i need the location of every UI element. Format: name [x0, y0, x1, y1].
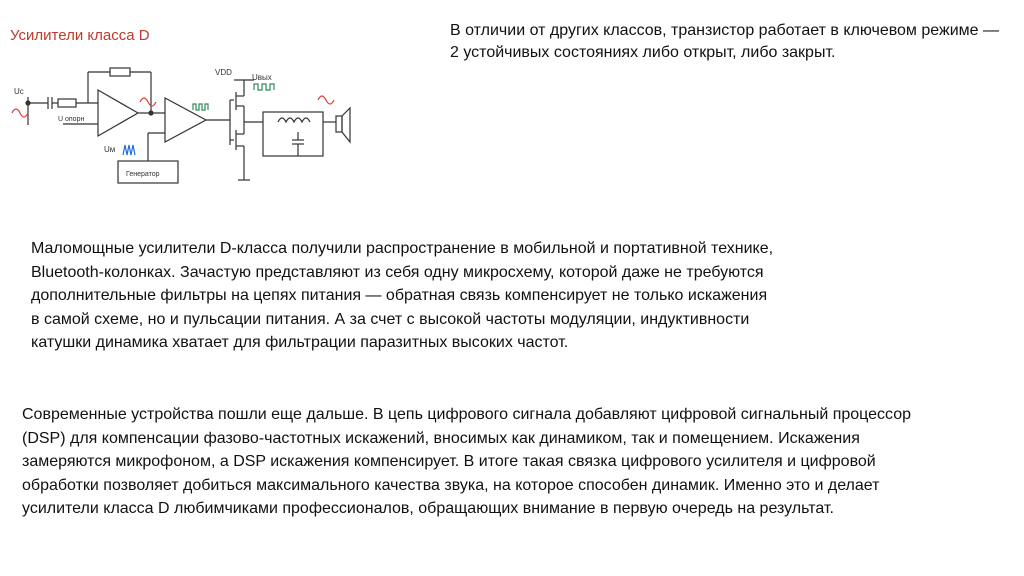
- paragraph-line: усилители класса D любимчиками профессионалов, обращающих внимание в первую очередь на результат.: [22, 500, 834, 517]
- paragraph-line: Современные устройства пошли еще дальше. В цепь цифрового сигнала добавляют цифровой сигнальный процессор: [22, 406, 912, 423]
- class-d-amplifier-schematic: [8, 60, 358, 190]
- paragraph-dsp: [22, 403, 911, 521]
- paragraph-line: замеряются микрофоном, а DSP искажения компенсирует. В итоге такая связка цифрового усилителя и цифровой: [22, 453, 876, 470]
- slide-title: Усилители класса D: [10, 27, 150, 44]
- intro-text: В отличии от других классов, транзистор работает в ключевом режиме — 2 устойчивых состояниях либо открыт, либо закрыт.: [450, 22, 999, 61]
- uopor-label: U опорн: [58, 116, 85, 123]
- um-label: Uм: [104, 145, 116, 154]
- paragraph-mobile-class-d: [31, 237, 773, 355]
- paragraph-line: катушки динамика хватает для фильтрации паразитных высоких частот.: [31, 334, 569, 351]
- paragraph-line: Маломощные усилители D-класса получили распространение в мобильной и портативной технике,: [31, 240, 774, 257]
- uc-label: Uc: [14, 87, 24, 96]
- paragraph-line: (DSP) для компенсации фазово-частотных искажений, вносимых как динамиком, так и помещением. Искажения: [22, 429, 860, 447]
- paragraph-line: дополнительные фильтры на цепях питания — обратная связь компенсирует не только искажения: [31, 287, 768, 304]
- vdd-label: VDD: [215, 68, 232, 77]
- paragraph-line: в самой схеме, но и пульсации питания. А за счет с высокой частоты модуляции, индуктивности: [31, 310, 750, 328]
- paragraph-line: Bluetooth-колонках. Зачастую представляют из себя одну микросхему, которой даже не требуются: [31, 263, 764, 281]
- paragraph-line: обработки позволяет добиться максимального качества звука, на которое способен динамик. Именно это и делает: [22, 476, 880, 494]
- generator-label: Генератор: [126, 171, 160, 178]
- uvyh-label: Uвых: [252, 73, 272, 82]
